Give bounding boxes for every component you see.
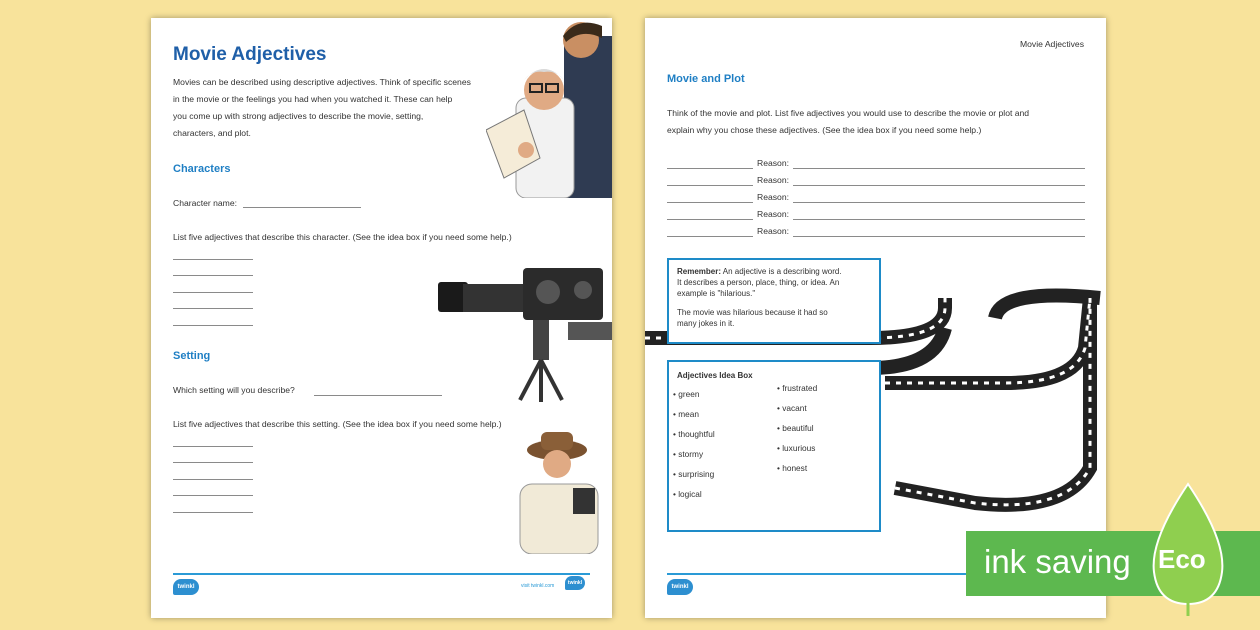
reason-label: Reason: — [757, 175, 790, 185]
reason-row — [667, 156, 1085, 173]
setting-heading: Setting — [173, 350, 211, 362]
reason-line[interactable] — [793, 202, 1085, 203]
reason-label: Reason: — [757, 158, 790, 168]
adjective-line[interactable] — [173, 325, 253, 326]
setting-field[interactable] — [314, 395, 442, 396]
idea-word: green — [678, 389, 700, 399]
idea-item: • honest — [777, 463, 808, 473]
characters-instruction: List five adjectives that describe this character. (See the idea box if you need some help.) — [173, 232, 512, 242]
adjective-line[interactable] — [667, 202, 753, 203]
idea-word: thoughtful — [678, 429, 715, 439]
intro-line: you come up with strong adjectives to describe the movie, setting, — [173, 111, 424, 121]
reason-label: Reason: — [757, 209, 790, 219]
ink-saving-text: ink saving — [984, 543, 1131, 580]
ideas-left-list — [673, 384, 715, 504]
page-title: Movie Adjectives — [173, 44, 327, 65]
reason-row — [667, 207, 1085, 224]
adjective-line[interactable] — [173, 446, 253, 447]
adjective-line[interactable] — [173, 512, 253, 513]
idea-word: beautiful — [782, 423, 814, 433]
movie-plot-heading: Movie and Plot — [667, 73, 745, 85]
footer-url[interactable]: visit twinkl.com — [521, 583, 555, 589]
reason-label: Reason: — [757, 226, 790, 236]
reason-line[interactable] — [793, 168, 1085, 169]
reason-line[interactable] — [793, 236, 1085, 237]
idea-item: • beautiful — [777, 423, 814, 433]
idea-item: • green — [673, 389, 700, 399]
adjective-line[interactable] — [173, 275, 253, 276]
adjective-line[interactable] — [173, 479, 253, 480]
reason-line[interactable] — [793, 219, 1085, 220]
idea-word: honest — [782, 463, 808, 473]
character-name-label: Character name: — [173, 198, 238, 208]
worksheet-page-2 — [645, 18, 1106, 618]
intro-line: characters, and plot. — [173, 128, 251, 138]
idea-item: • surprising — [673, 469, 715, 479]
film-camera-illustration — [438, 262, 612, 402]
ideas-right-list — [777, 378, 817, 478]
twinkl-logo-small: twinkl — [565, 576, 585, 590]
director-illustration — [486, 18, 612, 198]
idea-word: surprising — [678, 469, 715, 479]
reason-row — [667, 190, 1085, 207]
adjective-line[interactable] — [173, 292, 253, 293]
setting-instruction: List five adjectives that describe this setting. (See the idea box if you need some help.) — [173, 419, 502, 429]
worksheet-page-1 — [151, 18, 612, 618]
idea-word: logical — [678, 489, 702, 499]
idea-item: • vacant — [777, 403, 807, 413]
example-text: many jokes in it. — [677, 319, 735, 328]
adjective-line[interactable] — [173, 462, 253, 463]
idea-item: • stormy — [673, 449, 704, 459]
remember-text: example is "hilarious." — [677, 289, 756, 298]
idea-word: stormy — [678, 449, 704, 459]
idea-word: vacant — [782, 403, 807, 413]
idea-box-title: Adjectives Idea Box — [677, 371, 753, 380]
idea-word: mean — [678, 409, 699, 419]
movie-plot-instruction — [667, 105, 1087, 139]
reason-row — [667, 224, 1085, 241]
idea-item: • logical — [673, 489, 702, 499]
adjective-line[interactable] — [667, 219, 753, 220]
remember-box — [667, 258, 881, 344]
idea-word: frustrated — [782, 383, 818, 393]
remember-text: An adjective is a describing word. — [722, 267, 842, 276]
idea-word: luxurious — [782, 443, 816, 453]
reason-row — [667, 173, 1085, 190]
idea-item: • frustrated — [777, 383, 818, 393]
eco-label: Eco — [1158, 544, 1206, 574]
instruction-line: explain why you chose these adjectives. (See the idea box if you need some help.) — [667, 125, 982, 135]
idea-box — [667, 360, 881, 532]
adjective-line[interactable] — [173, 259, 253, 260]
twinkl-logo: twinkl — [173, 579, 199, 595]
page-header: Movie Adjectives — [1019, 39, 1084, 49]
adjective-line[interactable] — [667, 168, 753, 169]
remember-label: Remember: — [677, 267, 722, 276]
remember-text: It describes a person, place, thing, or idea. An — [677, 278, 840, 287]
adjective-line[interactable] — [667, 185, 753, 186]
intro-paragraph — [173, 74, 493, 142]
setting-question: Which setting will you describe? — [173, 385, 295, 395]
instruction-line: Think of the movie and plot. List five adjectives you would use to describe the movie or plot and — [667, 108, 1030, 118]
example-text: The movie was hilarious because it had so — [677, 308, 828, 317]
character-name-field[interactable] — [243, 207, 361, 208]
intro-line: in the movie or the feelings you had when you watched it. These can help — [173, 94, 453, 104]
adjective-line[interactable] — [173, 495, 253, 496]
idea-item: • thoughtful — [673, 429, 715, 439]
characters-heading: Characters — [173, 163, 231, 175]
idea-item: • mean — [673, 409, 699, 419]
footer-line — [173, 573, 590, 575]
adjective-line[interactable] — [173, 308, 253, 309]
adjective-line[interactable] — [667, 236, 753, 237]
reason-label: Reason: — [757, 192, 790, 202]
idea-item: • luxurious — [777, 443, 816, 453]
reason-line[interactable] — [793, 185, 1085, 186]
intro-line: Movies can be described using descriptive adjectives. Think of specific scenes — [173, 77, 471, 87]
explorer-illustration — [515, 428, 612, 554]
reason-rows — [667, 156, 1085, 241]
twinkl-logo: twinkl — [667, 579, 693, 595]
